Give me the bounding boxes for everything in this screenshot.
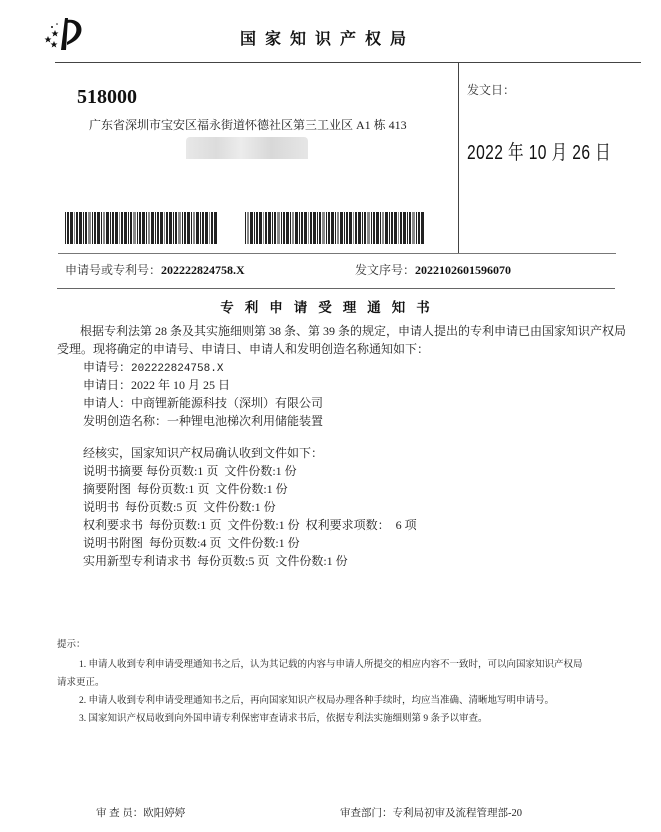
- barcode-bar: [254, 212, 255, 244]
- barcode-bar: [358, 212, 361, 244]
- barcode-bar: [209, 212, 210, 244]
- barcode-bar: [148, 212, 150, 244]
- barcode-bar: [245, 212, 246, 244]
- barcode-bar: [295, 212, 298, 244]
- examiner-name: 欧阳婷婷: [143, 808, 186, 819]
- field-value: 2022 年 10 月 25 日: [131, 378, 231, 392]
- application-number-row: [65, 261, 245, 278]
- serial-number-row: [355, 261, 511, 278]
- field-value: 中商锂新能源科技（深圳）有限公司: [131, 396, 324, 410]
- barcode-bar: [119, 212, 120, 244]
- barcode-bar: [164, 212, 165, 244]
- document-item: 说明书 每份页数:5 页 文件份数:1 份: [83, 500, 276, 514]
- application-number-label: 申请号或专利号：: [65, 263, 162, 277]
- field-application-number: [83, 358, 223, 375]
- barcode-bar: [151, 212, 154, 244]
- tips-heading: 提示：: [57, 640, 86, 650]
- barcode-bar: [133, 212, 136, 244]
- barcode-bar: [268, 212, 271, 244]
- barcode-bar: [286, 212, 289, 244]
- department-row: [340, 805, 522, 820]
- barcode-bar: [247, 212, 249, 244]
- barcode-bar: [362, 212, 363, 244]
- barcode-bar: [353, 212, 354, 244]
- barcode-bar: [169, 212, 172, 244]
- department-label: 审查部门：: [340, 808, 393, 819]
- barcode-bar: [101, 212, 102, 244]
- barcode-bar: [409, 212, 411, 244]
- barcode-bar: [319, 212, 321, 244]
- top-divider: [55, 62, 641, 63]
- barcode-bar: [200, 212, 201, 244]
- barcode-bar: [139, 212, 141, 244]
- barcode-bar: [115, 212, 118, 244]
- barcode-bar: [202, 212, 204, 244]
- document-item: 说明书附图 每份页数:4 页 文件份数:1 份: [83, 536, 300, 550]
- barcode-serial-number: [245, 212, 425, 244]
- barcode-bar: [367, 212, 370, 244]
- barcode-bar: [400, 212, 402, 244]
- barcode-bar: [263, 212, 264, 244]
- barcode-bar: [196, 212, 199, 244]
- postcode: 518000: [77, 86, 137, 108]
- barcode-bar: [184, 212, 186, 244]
- barcode-application-number: [65, 212, 218, 244]
- barcode-bar: [94, 212, 96, 244]
- barcode-bar: [403, 212, 406, 244]
- barcode-bar: [214, 212, 217, 244]
- issue-date-label: 发文日：: [467, 83, 516, 97]
- barcode-bar: [389, 212, 390, 244]
- barcode-bar: [340, 212, 343, 244]
- barcode-bar: [256, 212, 258, 244]
- barcode-bar: [385, 212, 388, 244]
- barcode-bar: [326, 212, 327, 244]
- barcode-bar: [191, 212, 192, 244]
- document-item: 说明书摘要 每份页数:1 页 文件份数:1 份: [83, 464, 297, 478]
- barcode-bar: [173, 212, 174, 244]
- barcode-bar: [250, 212, 253, 244]
- barcode-bar: [335, 212, 336, 244]
- notice-title: 专利申请受理通知书: [220, 300, 441, 316]
- barcode-bar: [259, 212, 262, 244]
- examiner-row: [96, 805, 185, 820]
- barcode-bar: [121, 212, 123, 244]
- barcode-bar: [175, 212, 177, 244]
- barcode-bar: [299, 212, 300, 244]
- field-label: 申请号：: [83, 360, 132, 374]
- barcode-bar: [421, 212, 424, 244]
- barcode-bar: [346, 212, 348, 244]
- barcode-bar: [146, 212, 147, 244]
- barcode-bar: [79, 212, 82, 244]
- barcode-bar: [283, 212, 285, 244]
- barcode-bar: [328, 212, 330, 244]
- barcode-bar: [83, 212, 84, 244]
- document-item: 权利要求书 每份页数:1 页 文件份数:1 份 权利要求项数： 6 项: [83, 518, 417, 532]
- barcode-bar: [412, 212, 415, 244]
- barcode-bar: [130, 212, 132, 244]
- barcode-bar: [67, 212, 69, 244]
- field-label: 申请人：: [83, 396, 132, 410]
- barcode-bar: [344, 212, 345, 244]
- cnipa-logo-icon: [42, 14, 102, 54]
- barcode-bar: [112, 212, 114, 244]
- barcode-bar: [274, 212, 276, 244]
- barcode-bar: [398, 212, 399, 244]
- field-value: 一种锂电池梯次利用储能装置: [167, 414, 324, 428]
- tip-item-3: 3. 国家知识产权局收到向外国申请专利保密审查请求书后，依据专利法实施细则第 9 条予以审查。: [79, 714, 488, 724]
- barcode-bar: [292, 212, 294, 244]
- barcode-bar: [355, 212, 357, 244]
- barcode-bar: [128, 212, 129, 244]
- field-invention-title: [83, 412, 323, 429]
- barcode-bar: [317, 212, 318, 244]
- barcode-bar: [376, 212, 379, 244]
- vertical-divider: [458, 62, 459, 254]
- document-item: 摘要附图 每份页数:1 页 文件份数:1 份: [83, 482, 288, 496]
- field-filing-date: [83, 376, 230, 393]
- barcode-bar: [416, 212, 417, 244]
- barcode-bar: [337, 212, 339, 244]
- barcode-bar: [373, 212, 375, 244]
- document-item: 实用新型专利请求书 每份页数:5 页 文件份数:1 份: [83, 554, 348, 568]
- barcode-bar: [88, 212, 91, 244]
- barcode-bar: [304, 212, 307, 244]
- barcode-bar: [193, 212, 195, 244]
- barcode-bar: [187, 212, 190, 244]
- barcode-bar: [391, 212, 393, 244]
- barcode-bar: [331, 212, 334, 244]
- barcode-bar: [110, 212, 111, 244]
- organization-title: 国家知识产权局: [240, 29, 416, 48]
- barcode-bar: [272, 212, 273, 244]
- barcode-bar: [70, 212, 73, 244]
- examiner-label: 审 查 员：: [96, 808, 144, 819]
- barcode-bar: [394, 212, 397, 244]
- intro-line-1: 根据专利法第 28 条及其实施细则第 38 条、第 39 条的规定，申请人提出的专利申请已由国家知识产权局: [80, 324, 627, 338]
- issue-date: 2022 年 10 月 26 日: [467, 142, 612, 164]
- barcode-bar: [407, 212, 408, 244]
- meta-divider: [57, 288, 615, 289]
- barcode-bar: [418, 212, 420, 244]
- tip-item-2: 2. 申请人收到专利申请受理通知书之后，再向国家知识产权局办理各种手续时，均应当准确、清晰地写明申请号。: [79, 696, 555, 706]
- barcode-bar: [65, 212, 66, 244]
- barcode-bar: [178, 212, 181, 244]
- field-label: 发明创造名称：: [83, 414, 168, 428]
- barcode-bar: [301, 212, 303, 244]
- barcode-bar: [103, 212, 105, 244]
- confirm-heading: 经核实，国家知识产权局确认收到文件如下：: [83, 446, 324, 460]
- barcode-bar: [205, 212, 208, 244]
- field-label: 申请日：: [83, 378, 132, 392]
- barcode-bar: [160, 212, 163, 244]
- barcode-bar: [371, 212, 372, 244]
- barcode-bar: [92, 212, 93, 244]
- barcode-bar: [281, 212, 282, 244]
- barcode-bar: [124, 212, 127, 244]
- barcode-bar: [74, 212, 75, 244]
- barcode-bar: [85, 212, 87, 244]
- barcode-bar: [380, 212, 381, 244]
- department-name: 专利局初审及流程管理部-20: [392, 808, 522, 819]
- barcode-bar: [211, 212, 213, 244]
- barcode-bar: [364, 212, 366, 244]
- field-applicant: [83, 394, 323, 411]
- barcode-bar: [290, 212, 291, 244]
- barcode-bar: [308, 212, 309, 244]
- barcode-bar: [76, 212, 78, 244]
- barcode-bar: [322, 212, 325, 244]
- field-value: 202222824758.X: [131, 363, 224, 375]
- barcode-bar: [166, 212, 168, 244]
- barcode-bar: [142, 212, 145, 244]
- tip-item-1: 1. 申请人收到专利申请受理通知书之后，认为其记载的内容与申请人所提交的相应内容不一致时，可以向国家知识产权局: [79, 660, 583, 670]
- barcode-bar: [265, 212, 267, 244]
- barcode-divider: [58, 253, 616, 254]
- intro-line-2: 受理。现将确定的申请号、申请日、申请人和发明创造名称通知如下：: [57, 342, 430, 356]
- barcode-bar: [157, 212, 159, 244]
- barcode-bar: [310, 212, 312, 244]
- serial-number: 2022102601596070: [415, 263, 512, 277]
- recipient-address: 广东省深圳市宝安区福永街道怀德社区第三工业区 A1 栋 413: [89, 118, 407, 132]
- barcode-bar: [382, 212, 384, 244]
- barcode-bar: [106, 212, 109, 244]
- barcode-bar: [313, 212, 316, 244]
- application-number: 202222824758.X: [161, 263, 245, 277]
- redacted-recipient-name: [186, 137, 308, 159]
- serial-number-label: 发文序号：: [355, 263, 416, 277]
- barcode-bar: [349, 212, 352, 244]
- tip-item-1-continued: 请求更正。: [57, 678, 105, 688]
- barcode-bar: [155, 212, 156, 244]
- barcode-bar: [97, 212, 100, 244]
- barcode-bar: [182, 212, 183, 244]
- barcode-bar: [137, 212, 138, 244]
- barcode-bar: [277, 212, 280, 244]
